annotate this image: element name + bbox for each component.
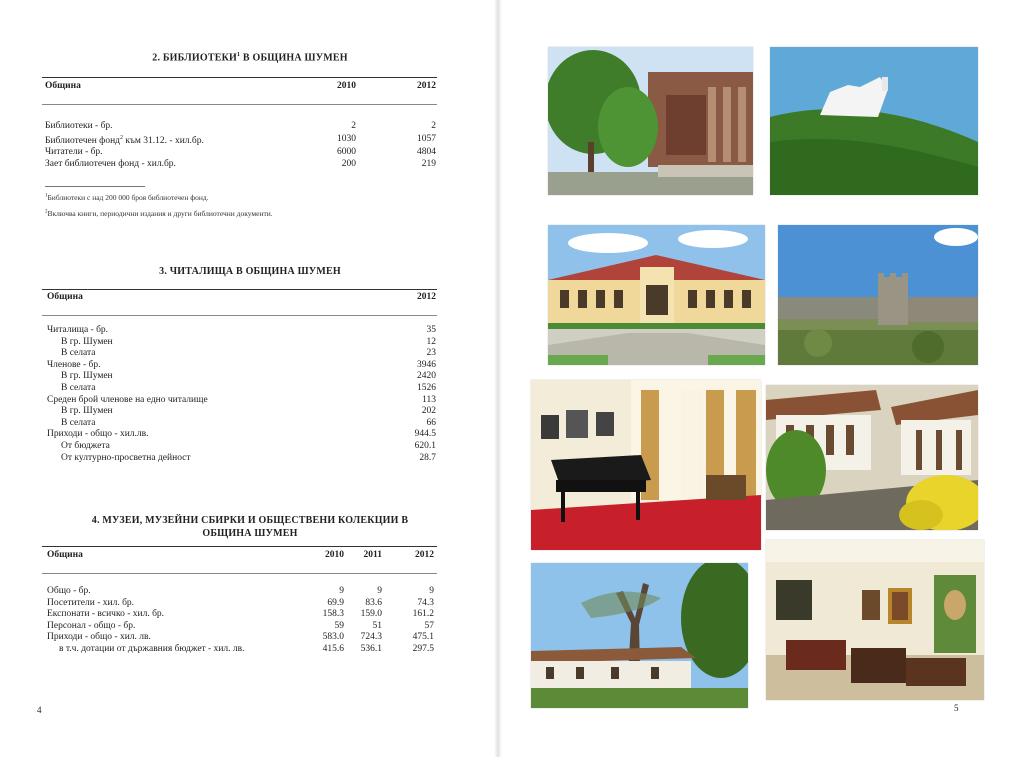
table-row [47, 406, 436, 418]
cell-value: 59 [334, 620, 344, 631]
photo-portrait-gallery [766, 540, 984, 700]
column-header: 2012 [415, 550, 434, 560]
table-row [45, 147, 436, 159]
row-label: Библиотечен фонд$^2$ към 31.12. - хил.бр. [45, 134, 204, 146]
cell-value: 4804 [417, 147, 436, 158]
cell-value: 724.3 [360, 632, 382, 643]
photo-modern-building [548, 47, 753, 195]
table4-top-rule [42, 546, 437, 547]
cell-value: 35 [426, 325, 436, 335]
table-row [47, 360, 436, 372]
cell-value: 28.7 [419, 452, 436, 463]
cell-value: 2 [431, 121, 436, 131]
table-row [45, 121, 436, 133]
table4-header [47, 548, 434, 562]
row-label: Експонати - всичко - хил. бр. [47, 609, 165, 620]
column-header: Община [45, 81, 81, 91]
row-label: Среден брой членове на едно читалище [47, 394, 208, 405]
cell-value: 200 [341, 158, 356, 169]
cell-value: 57 [424, 620, 434, 631]
photo-monument-hill [770, 47, 978, 195]
row-label: Персонал - общо - бр. [47, 620, 136, 631]
photo-old-house [531, 563, 748, 708]
cell-value: 158.3 [322, 609, 344, 620]
row-label: В гр. Шумен [61, 406, 113, 417]
table-row [47, 609, 434, 621]
cell-value: 415.6 [322, 643, 344, 654]
cell-value: 475.1 [412, 632, 434, 643]
cell-value: 69.9 [327, 597, 344, 608]
row-label: Читатели - бр. [45, 147, 103, 158]
cell-value: 9 [339, 586, 344, 596]
cell-value: 9 [429, 586, 434, 596]
cell-value: 159.0 [360, 609, 382, 620]
table2-header [45, 79, 436, 93]
cell-value: 2 [351, 121, 356, 131]
table3-body [47, 325, 436, 464]
row-label: От културно-просветна дейност [61, 452, 191, 463]
table-row [47, 348, 436, 360]
page-number-right: 5 [954, 703, 959, 713]
table4-header-rule [42, 573, 437, 574]
cell-value: 66 [426, 417, 436, 428]
column-header: 2011 [363, 550, 382, 560]
footnote-rule [45, 186, 145, 187]
cell-value: 1526 [417, 382, 436, 393]
table3-header-rule [42, 315, 437, 316]
table4-title: 4. МУЗЕИ, МУЗЕЙНИ СБИРКИ И ОБЩЕСТВЕНИ КОЛЕКЦИИ В ОБЩИНА ШУМЕН [91, 515, 409, 539]
row-label: Читалища - бр. [47, 325, 109, 335]
column-header: 2012 [417, 81, 436, 91]
row-label: В селата [61, 417, 96, 428]
column-header: 2010 [337, 81, 356, 91]
cell-value: 620.1 [414, 440, 436, 451]
cell-value: 9 [377, 586, 382, 596]
row-label: Приходи - общо - хил. лв. [47, 632, 151, 643]
table-row [47, 429, 436, 441]
table-row [47, 337, 436, 349]
table-row [47, 395, 436, 407]
row-label: в т.ч. дотации от държавния бюджет - хил. лв. [59, 643, 245, 654]
photo-fortress-ruins [778, 225, 978, 365]
row-label: Посетители - хил. бр. [47, 597, 135, 608]
row-label: От бюджета [61, 440, 110, 451]
table-row [47, 418, 436, 430]
column-header: 2010 [325, 550, 344, 560]
column-header: Община [47, 292, 83, 302]
cell-value: 944.5 [414, 429, 436, 440]
table3-header [47, 290, 436, 304]
cell-value: 23 [426, 348, 436, 359]
table2-header-rule [42, 104, 437, 105]
photo-yellow-mansion [548, 225, 765, 365]
table-row [47, 325, 436, 337]
table2-top-rule [42, 77, 437, 78]
table-row [47, 621, 434, 633]
cell-value: 2420 [417, 371, 436, 382]
table-row [47, 371, 436, 383]
cell-value: 1030 [337, 134, 356, 145]
table2-title: 2. БИБЛИОТЕКИ$^1$ В ОБЩИНА ШУМЕН [152, 52, 348, 64]
row-label: В гр. Шумен [61, 336, 113, 347]
right-page [498, 0, 1024, 757]
cell-value: 219 [421, 158, 436, 169]
row-label: В селата [61, 348, 96, 359]
row-label: Библиотеки - бр. [45, 121, 113, 131]
table-row [47, 586, 434, 598]
cell-value: 83.6 [365, 597, 382, 608]
cell-value: 297.5 [412, 643, 434, 654]
table-row [45, 159, 436, 171]
page-number-left: 4 [37, 705, 42, 715]
cell-value: 202 [421, 406, 436, 417]
left-page [0, 0, 498, 757]
table4-body [47, 586, 434, 656]
row-label: В селата [61, 382, 96, 393]
table-row [47, 598, 434, 610]
footnote-1: $^1$Библиотеки с над 200 000 броя библиотечен фонд. [45, 193, 209, 202]
photo-piano-room [531, 380, 761, 550]
table-row [47, 644, 434, 656]
row-label: Общо - бр. [47, 586, 91, 596]
row-label: Приходи - общо - хил.лв. [47, 429, 149, 440]
row-label: Членове - бр. [47, 359, 101, 370]
photo-courtyard-houses [766, 385, 978, 530]
cell-value: 161.2 [412, 609, 434, 620]
table-row [45, 133, 436, 148]
cell-value: 12 [426, 336, 436, 347]
table-row [47, 632, 434, 644]
row-label: В гр. Шумен [61, 371, 113, 382]
cell-value: 583.0 [322, 632, 344, 643]
table3-title: 3. ЧИТАЛИЩА В ОБЩИНА ШУМЕН [159, 266, 341, 277]
footnote-2: $^2$Включва книги, периодични издания и други библиотечни документи. [45, 209, 273, 218]
cell-value: 51 [372, 620, 382, 631]
column-header: 2012 [417, 292, 436, 302]
cell-value: 3946 [417, 359, 436, 370]
table-row [47, 453, 436, 465]
column-header: Община [47, 550, 83, 560]
cell-value: 1057 [417, 134, 436, 145]
cell-value: 6000 [337, 147, 356, 158]
table-row [47, 441, 436, 453]
table-row [47, 383, 436, 395]
table2-body [45, 121, 436, 171]
row-label: Зает библиотечен фонд - хил.бр. [45, 158, 176, 169]
cell-value: 536.1 [360, 643, 382, 654]
cell-value: 74.3 [417, 597, 434, 608]
cell-value: 113 [422, 394, 436, 405]
